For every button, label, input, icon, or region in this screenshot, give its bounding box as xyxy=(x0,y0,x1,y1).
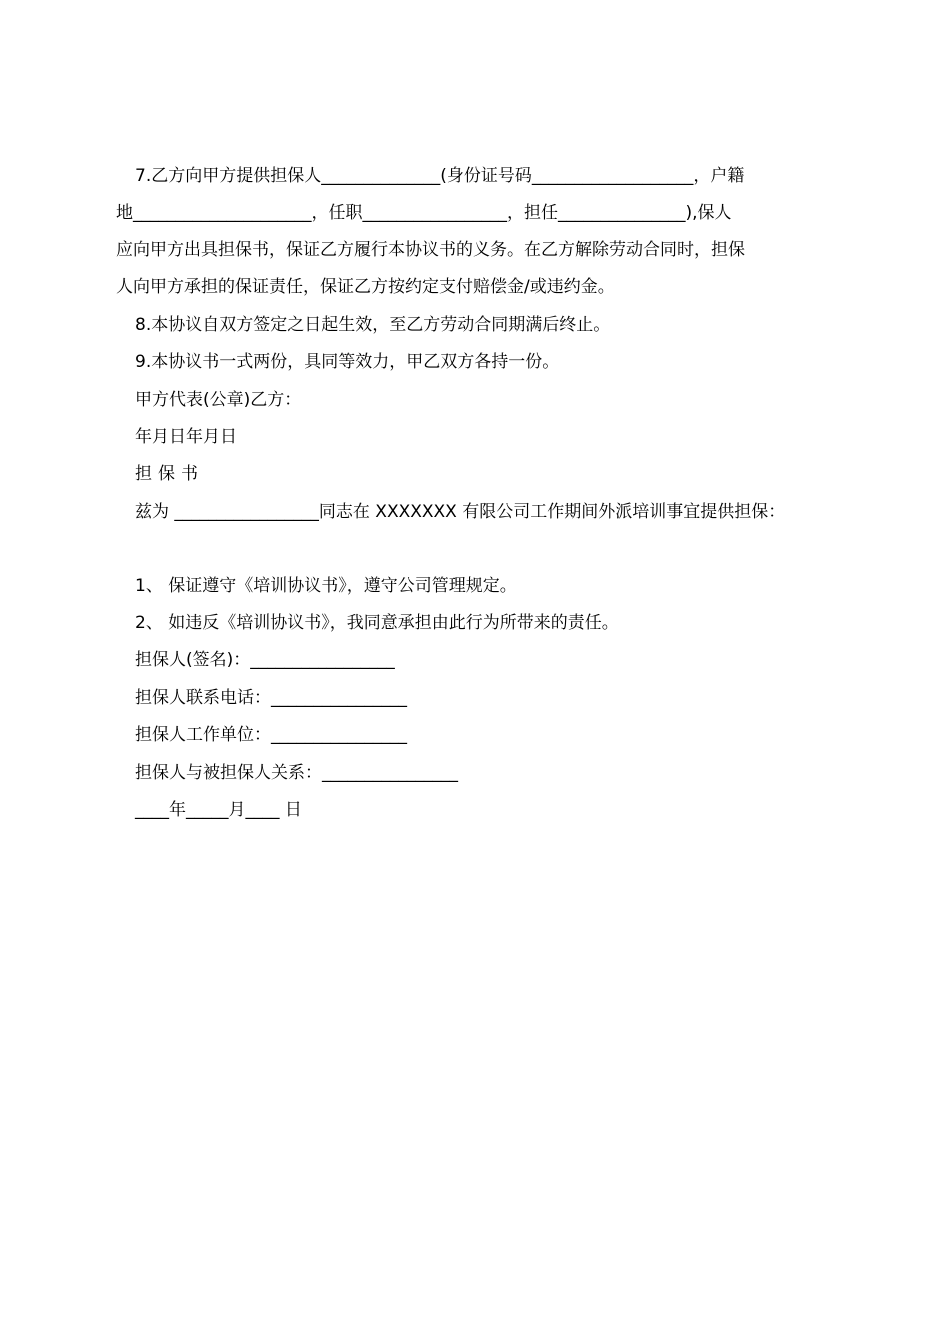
guarantee-title: 担保书 xyxy=(135,464,204,484)
guarantor-signature-field: 担保人(签名)：_________________ xyxy=(135,650,395,670)
guarantee-date-field: ____年_____月____ 日 xyxy=(135,800,302,820)
guarantor-employer-field: 担保人工作单位：________________ xyxy=(135,725,407,745)
clause-9: 9.本协议书一式两份，具同等效力，甲乙双方各持一份。 xyxy=(135,352,560,372)
guarantor-phone-field: 担保人联系电话：________________ xyxy=(135,688,407,708)
guarantee-intro: 兹为 _________________同志在 XXXXXXX 有限公司工作期间外派培训事宜提供担保： xyxy=(135,502,786,522)
clause-7-line-1: 7.乙方向甲方提供担保人______________(身份证号码___________________，户籍 xyxy=(135,166,745,186)
guarantee-item-1: 1、 保证遵守《培训协议书》，遵守公司管理规定。 xyxy=(135,576,517,596)
clause-7-line-3: 应向甲方出具担保书，保证乙方履行本协议书的义务。在乙方解除劳动合同时，担保 xyxy=(116,240,745,260)
clause-7-line-2: 地_____________________，任职_________________，担任_______________),保人 xyxy=(116,203,732,223)
guarantee-item-2: 2、 如违反《培训协议书》，我同意承担由此行为所带来的责任。 xyxy=(135,613,619,633)
clause-8: 8.本协议自双方签定之日起生效，至乙方劳动合同期满后终止。 xyxy=(135,315,611,335)
clause-7-line-4: 人向甲方承担的保证责任，保证乙方按约定支付赔偿金/或违约金。 xyxy=(116,277,615,297)
guarantor-relationship-field: 担保人与被担保人关系：________________ xyxy=(135,763,458,783)
signature-dates: 年月日年月日 xyxy=(135,427,237,447)
signature-parties: 甲方代表(公章)乙方： xyxy=(135,390,302,410)
